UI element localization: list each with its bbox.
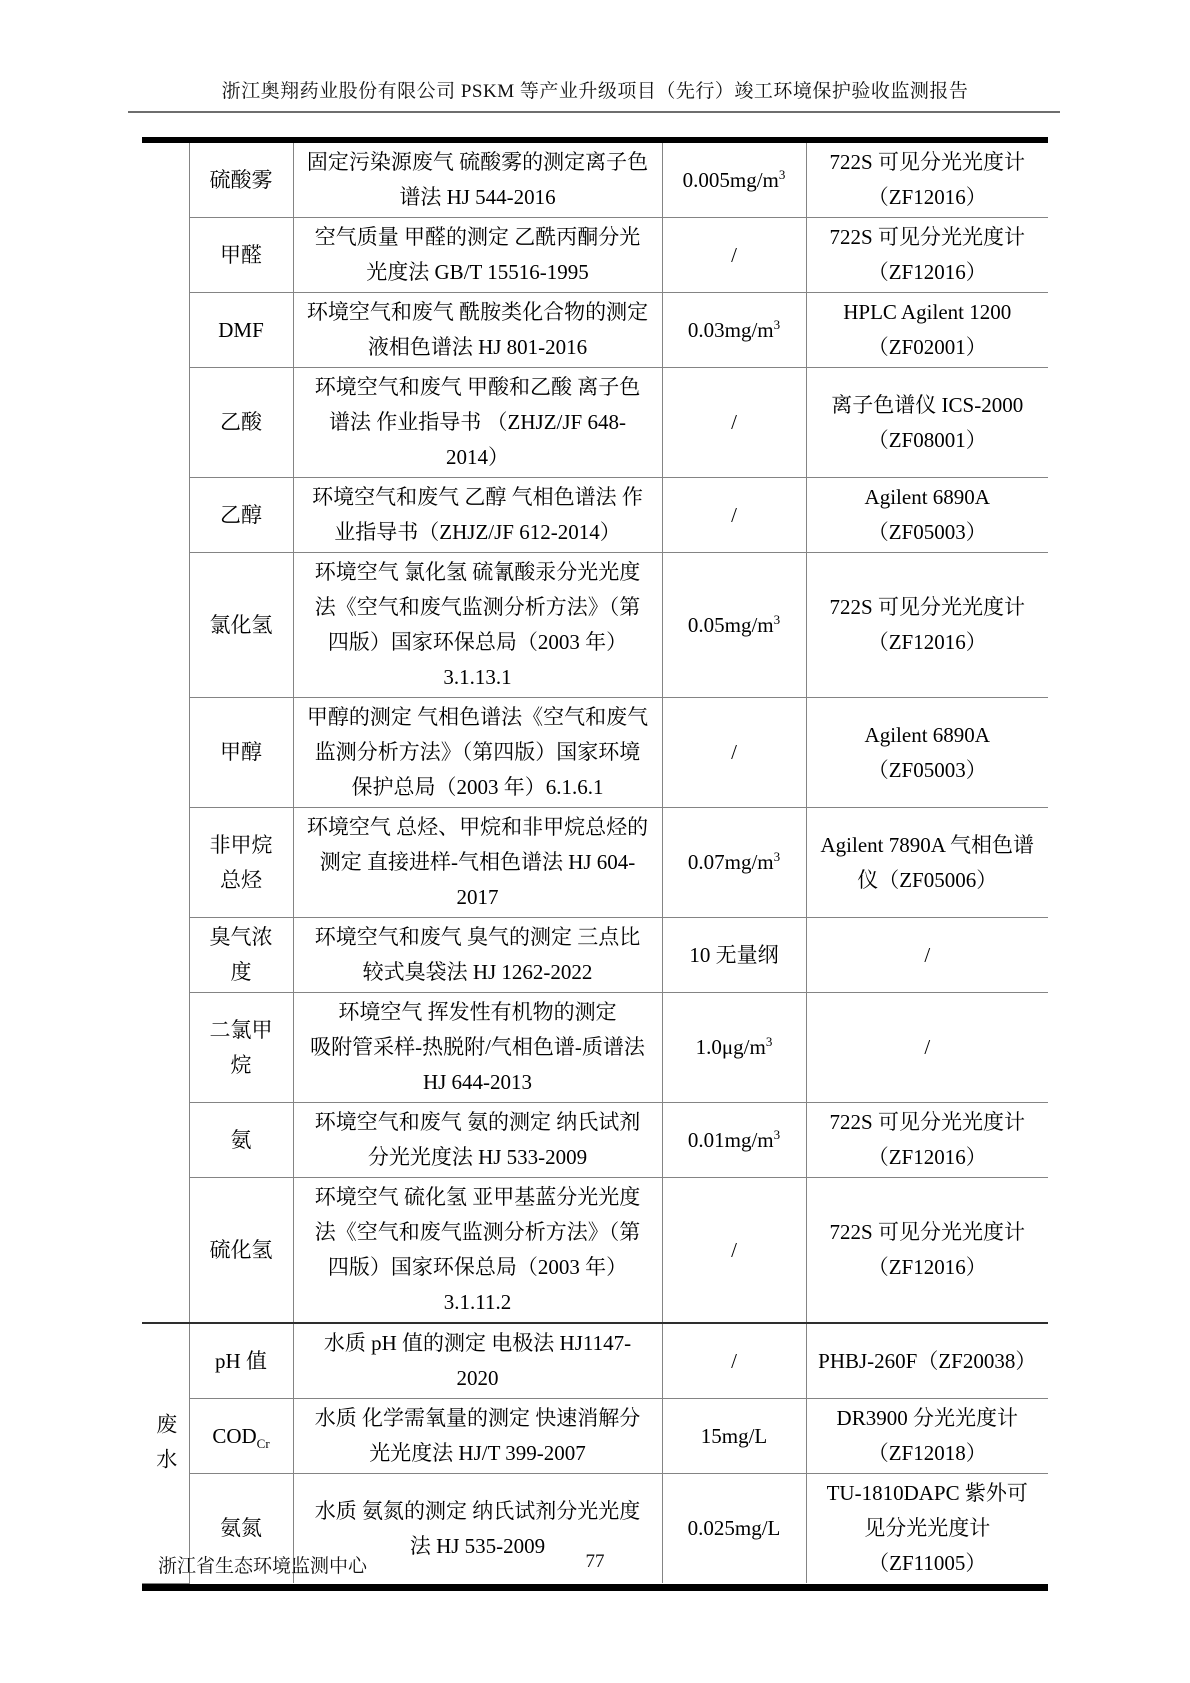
instrument-cell: 722S 可见分光光度计 （ZF12016） xyxy=(806,1178,1048,1324)
analysis-method-cell: 环境空气 挥发性有机物的测定 吸附管采样-热脱附/气相色谱-质谱法 HJ 644-2013 xyxy=(293,993,662,1103)
instrument-cell: 722S 可见分光光度计 （ZF12016） xyxy=(806,143,1048,218)
detection-limit-superscript: 3 xyxy=(765,1034,773,1049)
instrument-cell: DR3900 分光光度计 （ZF12018） xyxy=(806,1399,1048,1474)
table-row xyxy=(142,918,1048,993)
pollutant-name-cell: 甲醛 xyxy=(189,218,293,293)
pollutant-name-cell: 氯化氢 xyxy=(189,553,293,698)
header-rule xyxy=(128,111,1060,113)
analysis-method-cell: 水质 氨氮的测定 纳氏试剂分光光度 法 HJ 535-2009 xyxy=(293,1474,662,1584)
analysis-method-cell: 环境空气 氯化氢 硫氰酸汞分光光度 法《空气和废气监测分析方法》（第 四版）国家环保总局（2003 年） 3.1.13.1 xyxy=(293,553,662,698)
analysis-method-cell: 水质 pH 值的测定 电极法 HJ1147- 2020 xyxy=(293,1323,662,1399)
instrument-cell: 722S 可见分光光度计 （ZF12016） xyxy=(806,218,1048,293)
analysis-method-cell: 环境空气和废气 臭气的测定 三点比 较式臭袋法 HJ 1262-2022 xyxy=(293,918,662,993)
pollutant-name-cell: 乙醇 xyxy=(189,478,293,553)
detection-limit-superscript: 3 xyxy=(778,166,786,182)
pollutant-name-cell: 二氯甲 烷 xyxy=(189,993,293,1103)
table-row xyxy=(142,218,1048,293)
analysis-method-cell: 环境空气和废气 酰胺类化合物的测定 液相色谱法 HJ 801-2016 xyxy=(293,293,662,368)
footer-page-number: 77 xyxy=(585,1551,605,1572)
table-row xyxy=(142,993,1048,1103)
category-cell xyxy=(142,143,189,1323)
instrument-cell: PHBJ-260F（ZF20038） xyxy=(806,1323,1048,1399)
category-label: 废水 xyxy=(153,1412,178,1483)
monitoring-methods-table xyxy=(142,143,1048,1584)
category-cell xyxy=(142,1323,189,1583)
analysis-method-cell: 环境空气 总烃、甲烷和非甲烷总烃的 测定 直接进样-气相色谱法 HJ 604- 2017 xyxy=(293,808,662,918)
table-row xyxy=(142,368,1048,478)
detection-limit-superscript: 3 xyxy=(773,849,781,864)
instrument-cell: / xyxy=(806,993,1048,1103)
pollutant-name-cell: 硫酸雾 xyxy=(189,143,293,218)
pollutant-name-cell: pH 值 xyxy=(189,1323,293,1399)
table-row xyxy=(142,553,1048,698)
instrument-cell: 722S 可见分光光度计 （ZF12016） xyxy=(806,553,1048,698)
pollutant-name-cell: 臭气浓 度 xyxy=(189,918,293,993)
detection-limit-cell: / xyxy=(662,1178,806,1324)
detection-limit-cell: $0.005mg/m^3$ xyxy=(662,143,806,218)
pollutant-name-cell: 乙酸 xyxy=(189,368,293,478)
detection-limit-cell: $0.05mg/m^3$ xyxy=(662,553,806,698)
detection-limit-cell: / xyxy=(662,478,806,553)
analysis-method-cell: 环境空气和废气 甲酸和乙酸 离子色 谱法 作业指导书 （ZHJZ/JF 648- 2014） xyxy=(293,368,662,478)
footer-organization: 浙江省生态环境监测中心 xyxy=(158,1556,368,1577)
detection-limit-cell: / xyxy=(662,218,806,293)
detection-limit-cell: $0.03mg/m^3$ xyxy=(662,293,806,368)
page-header-title: 浙江奥翔药业股份有限公司 PSKM 等产业升级项目（先行）竣工环境保护验收监测报告 xyxy=(221,81,969,102)
detection-limit-cell: 15mg/L xyxy=(662,1399,806,1474)
analysis-method-cell: 环境空气和废气 氨的测定 纳氏试剂 分光光度法 HJ 533-2009 xyxy=(293,1103,662,1178)
detection-limit-cell: $1.0\mu g/m^3$ xyxy=(662,993,806,1103)
analysis-method-cell: 环境空气和废气 乙醇 气相色谱法 作 业指导书（ZHJZ/JF 612-2014） xyxy=(293,478,662,553)
instrument-cell: / xyxy=(806,918,1048,993)
detection-limit-cell: / xyxy=(662,368,806,478)
table-row xyxy=(142,293,1048,368)
instrument-cell: Agilent 6890A （ZF05003） xyxy=(806,698,1048,808)
pollutant-name-subscript: Cr xyxy=(256,1435,270,1451)
table-row xyxy=(142,808,1048,918)
pollutant-name-cell: 氨 xyxy=(189,1103,293,1178)
detection-limit-cell: $0.01mg/m^3$ xyxy=(662,1103,806,1178)
pollutant-name-cell: DMF xyxy=(189,293,293,368)
table-row xyxy=(142,143,1048,218)
detection-limit-cell: / xyxy=(662,1323,806,1399)
pollutant-name-cell: 甲醇 xyxy=(189,698,293,808)
table-row xyxy=(142,478,1048,553)
analysis-method-cell: 环境空气 硫化氢 亚甲基蓝分光光度 法《空气和废气监测分析方法》（第 四版）国家环保总局（2003 年） 3.1.11.2 xyxy=(293,1178,662,1324)
table-row xyxy=(142,1178,1048,1324)
detection-limit-cell: / xyxy=(662,698,806,808)
instrument-cell: 722S 可见分光光度计 （ZF12016） xyxy=(806,1103,1048,1178)
detection-limit-superscript: 3 xyxy=(773,316,781,332)
pollutant-name-cell: 氨氮 xyxy=(189,1474,293,1584)
analysis-method-cell: 水质 化学需氧量的测定 快速消解分 光光度法 HJ/T 399-2007 xyxy=(293,1399,662,1474)
table-row xyxy=(142,1323,1048,1399)
pollutant-name-cell: 硫化氢 xyxy=(189,1178,293,1324)
analysis-method-cell: 空气质量 甲醛的测定 乙酰丙酮分光 光度法 GB/T 15516-1995 xyxy=(293,218,662,293)
table-row xyxy=(142,1103,1048,1178)
detection-limit-superscript: 3 xyxy=(773,611,781,627)
analysis-method-cell: 固定污染源废气 硫酸雾的测定离子色 谱法 HJ 544-2016 xyxy=(293,143,662,218)
instrument-cell: TU-1810DAPC 紫外可 见分光光度计 （ZF11005） xyxy=(806,1474,1048,1584)
pollutant-name-cell: 非甲烷 总烃 xyxy=(189,808,293,918)
detection-limit-cell: $0.07mg/m^3$ xyxy=(662,808,806,918)
table-row xyxy=(142,1399,1048,1474)
instrument-cell: HPLC Agilent 1200 （ZF02001） xyxy=(806,293,1048,368)
instrument-cell: 离子色谱仪 ICS-2000 （ZF08001） xyxy=(806,368,1048,478)
instrument-cell: Agilent 7890A 气相色谱 仪（ZF05006） xyxy=(806,808,1048,918)
monitoring-methods-table-wrap xyxy=(142,137,1048,1591)
detection-limit-cell: 0.025mg/L xyxy=(662,1474,806,1584)
pollutant-name-cell: $COD_{Cr}$ xyxy=(189,1399,293,1474)
analysis-method-cell: 甲醇的测定 气相色谱法《空气和废气 监测分析方法》（第四版）国家环境 保护总局（2003 年）6.1.6.1 xyxy=(293,698,662,808)
instrument-cell: Agilent 6890A （ZF05003） xyxy=(806,478,1048,553)
detection-limit-cell: 10 无量纲 xyxy=(662,918,806,993)
table-row xyxy=(142,698,1048,808)
detection-limit-superscript: 3 xyxy=(773,1126,781,1142)
